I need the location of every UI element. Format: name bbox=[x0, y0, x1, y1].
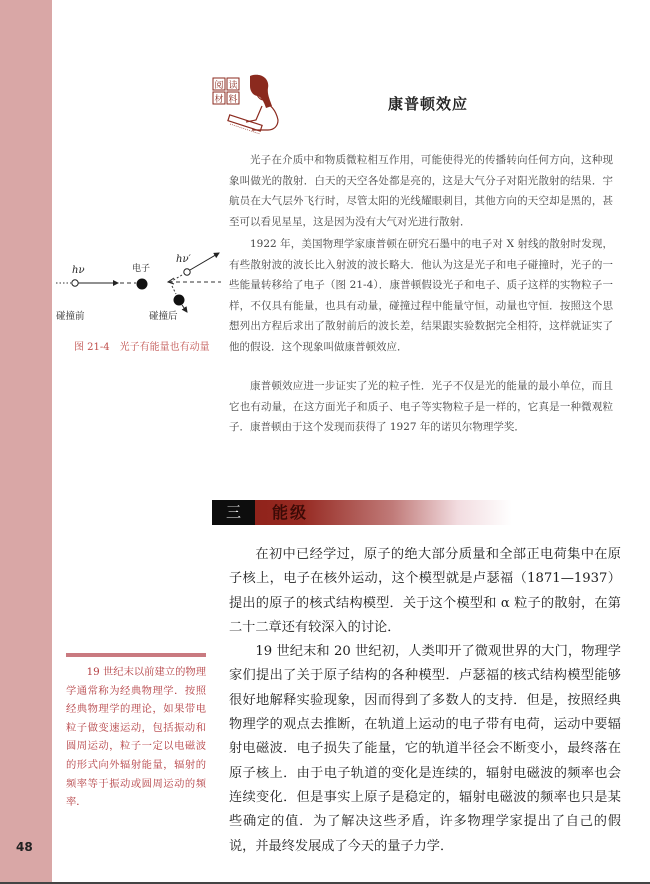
side-note bbox=[66, 663, 206, 812]
figure-caption-text: 光子有能量也有动量 bbox=[119, 342, 210, 353]
svg-text:碰撞前: 碰撞前 bbox=[56, 311, 85, 322]
reading-material-icon bbox=[212, 72, 288, 136]
section-title: 能级 bbox=[272, 503, 309, 522]
svg-text:电子: 电子 bbox=[132, 264, 151, 274]
side-note-text: 19 世纪末以前建立的物理学通常称为经典物理学．按照经典物理学的理论，如果带电粒子做变速运动，包括振动和圆周运动，粒子一定以电磁波的形式向外辐射能量，辐射的频率等于振动或圆周运动的频率． bbox=[66, 666, 206, 809]
svg-text:材: 材 bbox=[214, 95, 224, 105]
reading-body bbox=[229, 150, 613, 232]
section-heading bbox=[212, 500, 512, 525]
reading-paragraph: 光子在介质中和物质微粒相互作用，可能使得光的传播转向任何方向，这种现象叫做光的散射．白天的天空各处都是亮的，这是大气分子对阳光散射的结果．宇航员在大气层外飞行时，尽管太阳的光线耀眼刺目，其他方向的天空却是黑的，甚至可以看见星星，这是因为没有大气对光进行散射． bbox=[229, 154, 613, 228]
reading-body bbox=[229, 234, 613, 357]
compton-diagram bbox=[56, 244, 226, 324]
figure-number: 图 21-4 bbox=[74, 342, 110, 353]
svg-text:读: 读 bbox=[228, 81, 238, 91]
page-number: 48 bbox=[16, 840, 33, 854]
reading-body bbox=[229, 376, 613, 438]
main-body bbox=[229, 543, 621, 859]
reading-title: 康普顿效应 bbox=[388, 95, 469, 113]
main-paragraph: 19 世纪末和 20 世纪初，人类叩开了微观世界的大门，物理学家们提出了关于原子结构的各种模型．卢瑟福的核式结构模型能够很好地解释实验现象，因而得到了多数人的支持．但是，按照经典物理学的观点去推断，在轨道上运动的电子带有电荷，运动中要辐射电磁波．电子损失了能量，它的轨道半径会不断变小，最终落在原子核上．由于电子轨道的变化是连续的，辐射电磁波的频率也会连续变化．但是事实上原子是稳定的，辐射电磁波的频率也只是某些确定的值．为了解决这些矛盾，许多物理学家提出了自己的假说，并最终发展成了今天的量子力学． bbox=[229, 644, 621, 854]
reading-paragraph: 1922 年，美国物理学家康普顿在研究石墨中的电子对 X 射线的散射时发现，有些散射波的波长比入射波的波长略大．他认为这是光子和电子碰撞时，光子的一些能量转移给了电子（图 21-4）．康普顿假设光子和电子、质子这样的实物粒子一样，不仅具有能量，也具有动量，碰撞过程中能量守恒，动量也守恒．按照这个思想列出方程后求出了散射前后的波长差，结果跟实验数据完全相符，这样就证实了他的假设．这个现象叫做康普顿效应． bbox=[229, 238, 613, 353]
svg-text:hν′: hν′ bbox=[176, 254, 191, 265]
svg-text:阅: 阅 bbox=[214, 81, 224, 91]
reading-paragraph: 康普顿效应进一步证实了光的粒子性．光子不仅是光的能量的最小单位，而且它也有动量，在这方面光子和质子、电子等实物粒子是一样的，它真是一种微观粒子．康普顿由于这个发现而获得了 1927 年的诺贝尔物理学奖． bbox=[229, 380, 613, 433]
svg-text:hν: hν bbox=[72, 265, 85, 276]
svg-text:料: 料 bbox=[228, 95, 238, 105]
page-margin-strip bbox=[0, 0, 52, 882]
svg-text:碰撞后: 碰撞后 bbox=[149, 311, 178, 322]
figure-caption bbox=[74, 338, 220, 353]
section-number: 三 bbox=[212, 500, 255, 525]
side-note-rule bbox=[66, 653, 206, 657]
main-paragraph: 在初中已经学过，原子的绝大部分质量和全部正电荷集中在原子核上，电子在核外运动，这个模型就是卢瑟福（1871—1937）提出的原子的核式结构模型．关于这个模型和 α 粒子的散射，在第二十二章还有较深入的讨论． bbox=[229, 547, 621, 635]
